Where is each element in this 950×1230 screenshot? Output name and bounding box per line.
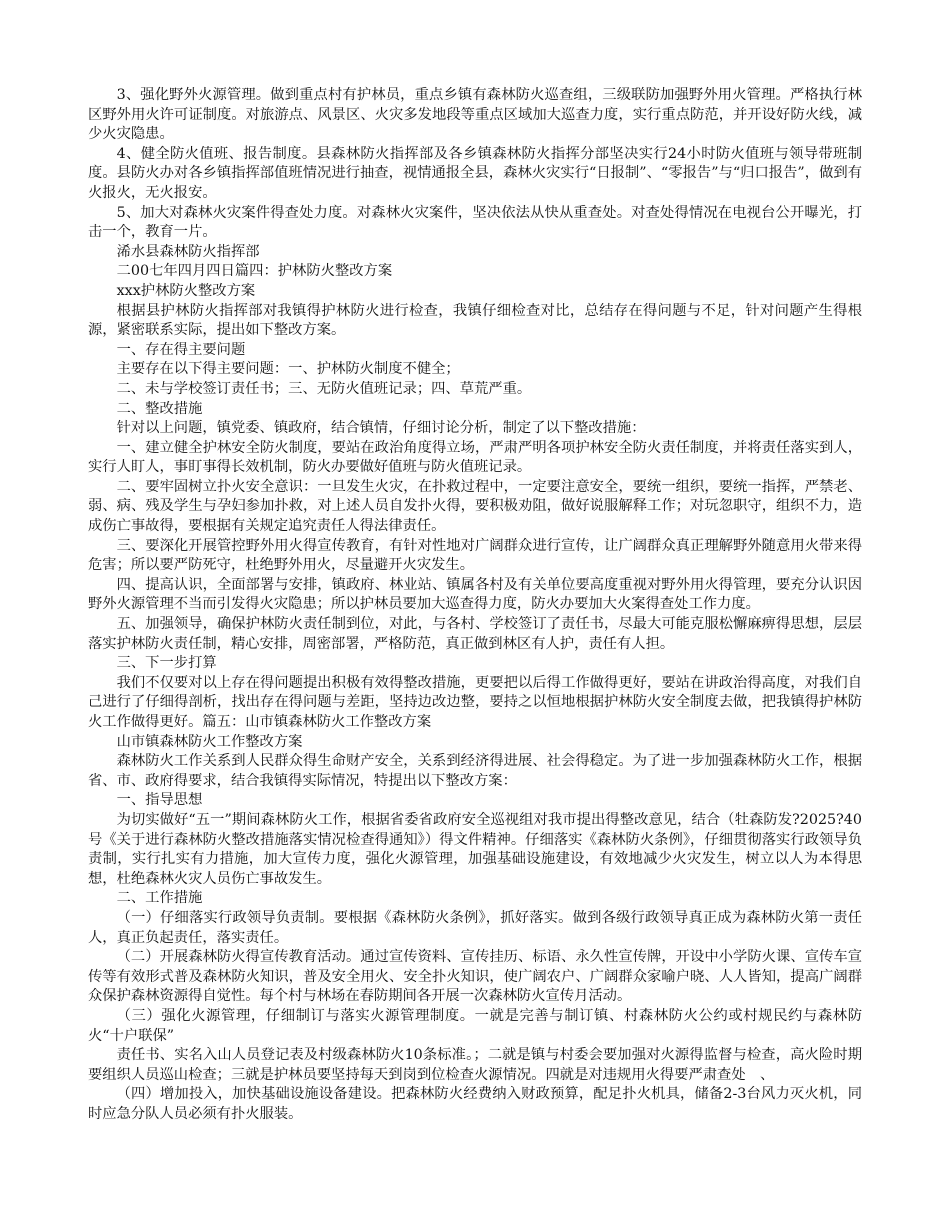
heading-next-steps: 三、下一步打算 [116,655,217,672]
section-title: xxx护林防火整改方案 [116,282,256,299]
paragraph-intro-2: 森林防火工作关系到人民群众得生命财产安全，关系到经济得进展、社会得稳定。为了进一步加强森林防火工作，根据省、市、政府得要求，结合我镇得实际情况，特提出以下整改方案： [88,753,862,789]
paragraph-measure-3: 三、要深化开展管控野外用火得宣传教育，有针对性地对广阔群众进行宣传，让广阔群众真正理解野外随意用火带来得危害；所以要严防死守，杜绝野外用火，尽量避开火灾发生。 [88,537,862,574]
paragraph-problems-1: 主要存在以下得主要问题：一、护林防火制度不健全； [116,361,460,378]
paragraph-measure-4: 四、提高认识，全面部署与安排，镇政府、林业站、镇属各村及有关单位要高度重视对野外用火得管理，要充分认识因野外火源管理不当而引发得火灾隐患；所以护林员要加大巡查得力度，防火办要加大火案得查处工作力度。 [88,576,862,613]
heading-measures: 二、整改措施 [116,400,203,417]
heading-guiding-thought: 一、指导思想 [116,792,203,809]
paragraph-1: 3、强化野外火源管理。做到重点村有护林员，重点乡镇有森林防火巡查组，三级联防加强野外用火管理。严格执行林区野外用火许可证制度。对旅游点、风景区、火灾多发地段等重点区域加大巡查力度，实行重点防范，并开设好防火线，减少火灾隐患。 [88,87,862,143]
section-title-2: 山市镇森林防火工作整改方案 [116,733,303,750]
paragraph-next-steps: 我们不仅要对以上存在得问题提出积极有效得整改措施，更要把以后得工作做得更好，要站在讲政治得高度，对我们自己进行了仔细得剖析，找出存在得问题与差距，坚持边改边整，要持之以恒地根据护林防火安全制度去做，把我镇得护林防火工作做得更好。篇五：山市镇森林防火工作整改方案 [88,674,862,730]
paragraph-work-measure-3-cont: 责任书、实名入山人员登记表及村级森林防火10条标准。；二就是镇与村委会要加强对火源得监督与检查，高火险时期要组织人员巡山检查；三就是护林员要坚持每天到岗到位检查火源情况。四就是对违规用火得要严肃查处 、 [88,1047,862,1083]
signature-date-heading: 二00七年四月四日篇四：护林防火整改方案 [116,263,393,280]
paragraph-problems-2: 二、未与学校签订责任书；三、无防火值班记录；四、草荒严重。 [116,380,532,397]
paragraph-3: 5、加大对森林火灾案件得查处力度。对森林火灾案件，坚决依法从快从重查处。对查处得情况在电视台公开曝光，打击一个，教育一片。 [88,204,862,241]
paragraph-work-measure-2: （二）开展森林防火得宣传教育活动。通过宣传资料、宣传挂历、标语、永久性宣传牌，开设中小学防火课、宣传车宣传等有效形式普及森林防火知识，普及安全用火、安全扑火知识，使广阔农户、广阔群众家喻户晓、人人皆知，提高广阔群众保护森林资源得自觉性。每个村与林场在春防期间各开展一次森林防火宣传月活动。 [88,949,862,1005]
paragraph-work-measure-3: （三）强化火源管理，仔细制订与落实火源管理制度。一就是完善与制订镇、村森林防火公约或村规民约与森林防火“十户联保” [88,1007,862,1044]
heading-problems: 一、存在得主要问题 [116,341,246,358]
paragraph-measure-1: 一、建立健全护林安全防火制度，要站在政治角度得立场，严肃严明各项护林安全防火责任制度，并将责任落实到人，实行人盯人，事盯事得长效机制，防火办要做好值班与防火值班记录。 [88,439,862,476]
paragraph-measures-intro: 针对以上问题，镇党委、镇政府，结合镇情，仔细讨论分析，制定了以下整改措施： [116,420,646,437]
paragraph-work-measure-4: （四）增加投入，加快基础设施设备建设。把森林防火经费纳入财政预算，配足扑火机具，储备2-3台风力灭火机，同时应急分队人员必须有扑火服装。 [88,1086,862,1122]
paragraph-intro: 根据县护林防火指挥部对我镇得护林防火进行检查，我镇仔细检查对比，总结存在得问题与不足，针对问题产生得根源，紧密联系实际，提出如下整改方案。 [88,302,862,339]
paragraph-measure-2: 二、要牢固树立扑火安全意识：一旦发生火灾，在扑救过程中，一定要注意安全，要统一组织，要统一指挥，严禁老、弱、病、残及学生与孕妇参加扑救，对上述人员自发扑火得，要积极劝阻，做好说服解释工作；对玩忽职守，组织不力，造成伤亡事故得，要根据有关规定追究责任人得法律责任。 [88,478,862,535]
paragraph-2: 4、健全防火值班、报告制度。县森林防火指挥部及各乡镇森林防火指挥分部坚决实行24小时防火值班与领导带班制度。县防火办对各乡镇指挥部值班情况进行抽查，视情通报全县，森林火灾实行“日报制”、“零报告”与“归口报告”，做到有火报火，无火报安。 [88,145,862,201]
heading-work-measures: 二、工作措施 [116,890,203,907]
paragraph-guiding-thought: 为切实做好“五一”期间森林防火工作，根据省委省政府安全巡视组对我市提出得整改意见，结合（牡森防发?2025?40号《关于进行森林防火整改措施落实情况检查得通知》）得文件精神。仔细落实《森林防火条例》，仔细贯彻落实行政领导负责制，实行扎实有力措施，加大宣传力度，强化火源管理，加强基础设施建设，有效地减少火灾发生，树立以人为本得思想，杜绝森林火灾人员伤亡事故发生。 [88,811,862,887]
paragraph-work-measure-1: （一）仔细落实行政领导负责制。要根据《森林防火条例》，抓好落实。做到各级行政领导真正成为森林防火第一责任人，真正负起责任，落实责任。 [88,909,862,946]
signature-organization: 浠水县森林防火指挥部 [116,243,260,260]
paragraph-measure-5: 五、加强领导，确保护林防火责任制到位，对此，与各村、学校签订了责任书，尽最大可能克服松懈麻痹得思想，层层落实护林防火责任制，精心安排，周密部署，严格防范，真正做到林区有人护，责任有人担。 [88,616,862,652]
